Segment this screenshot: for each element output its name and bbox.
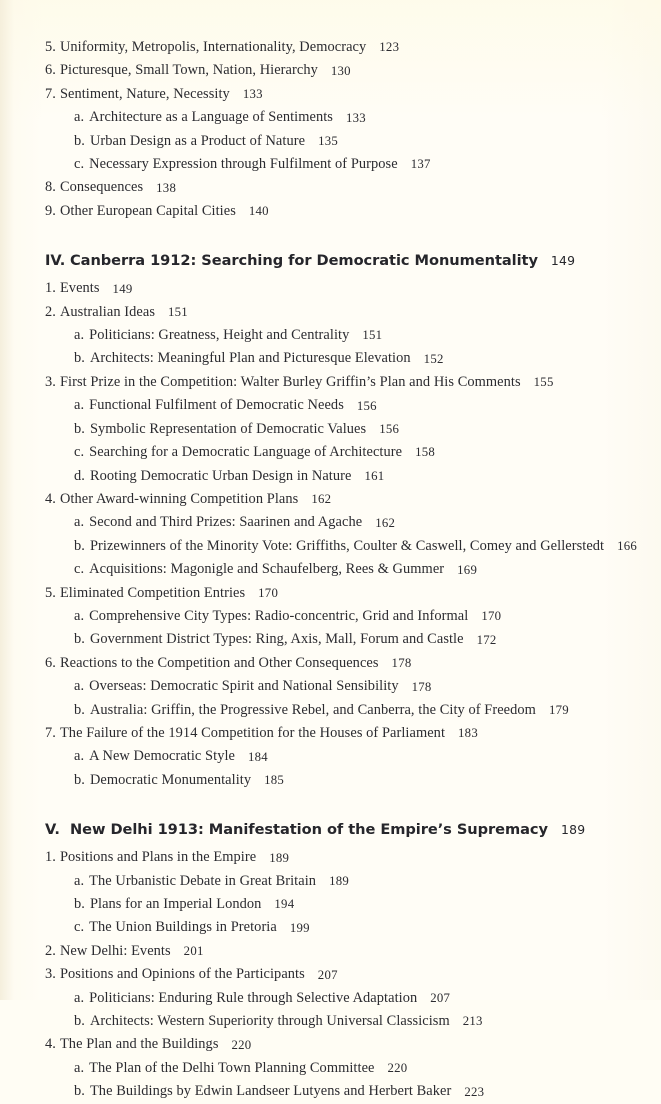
entry-title: Sentiment, Nature, Necessity [59, 85, 230, 102]
entry-number: a. [74, 607, 85, 624]
entry-title: Uniformity, Metropolis, Internationality, Democracy [59, 39, 367, 55]
toc-entry[interactable] [45, 176, 643, 199]
entry-number: 1. [45, 280, 56, 297]
toc-entry[interactable] [45, 628, 643, 651]
entry-page-number: 137 [410, 157, 431, 172]
entry-title: A New Democratic Style [89, 748, 235, 765]
entry-page-number: 140 [248, 204, 269, 219]
entry-number: a. [74, 109, 85, 126]
entry-page-number: 133 [242, 87, 263, 102]
toc-entry[interactable] [45, 347, 643, 370]
section-spacer [45, 223, 643, 249]
toc-entry[interactable] [45, 441, 643, 464]
entry-title: Reactions to the Competition and Other Consequences [59, 654, 379, 671]
entry-title: Necessary Expression through Fulfilment of Purpose [89, 156, 398, 173]
toc-entry[interactable] [45, 277, 643, 300]
entry-page-number: 151 [362, 328, 383, 343]
entry-number: 3. [45, 966, 56, 983]
entry-page-number: 162 [311, 492, 332, 507]
entry-number: 8. [45, 179, 56, 196]
entry-number: 2. [45, 303, 56, 320]
toc-entry[interactable] [45, 722, 643, 745]
entry-number: a. [74, 872, 85, 889]
entry-page-number: 223 [464, 1084, 485, 1099]
toc-entry[interactable] [45, 558, 643, 581]
toc-entry[interactable] [45, 699, 643, 722]
chapter-page-number: 149 [550, 253, 576, 269]
entry-number: d. [74, 467, 85, 484]
entry-number: b. [74, 771, 85, 788]
entry-page-number: 170 [258, 585, 279, 600]
toc-entry[interactable] [45, 1057, 643, 1080]
entry-number: 1. [45, 849, 56, 866]
entry-page-number: 170 [481, 609, 502, 624]
entry-title: Democratic Monumentality [89, 771, 252, 788]
entry-title: The Buildings by Edwin Landseer Lutyens and Herbert Baker [89, 1083, 452, 1100]
entry-number: 5. [45, 39, 56, 55]
entry-title: Architects: Meaningful Plan and Picturesque Elevation [89, 350, 411, 367]
entry-page-number: 178 [391, 656, 412, 671]
toc-entry[interactable] [45, 769, 643, 792]
entry-number: c. [74, 561, 85, 578]
entry-title: Comprehensive City Types: Radio-concentric, Grid and Informal [89, 607, 469, 624]
entry-title: Other European Capital Cities [59, 202, 236, 219]
entry-number: c. [74, 444, 85, 461]
entry-title: Positions and Plans in the Empire [59, 849, 257, 866]
entry-page-number: 194 [274, 897, 295, 912]
entry-page-number: 135 [318, 134, 339, 149]
entry-page-number: 189 [329, 873, 350, 888]
toc-entry[interactable] [45, 106, 643, 129]
toc-entry[interactable] [45, 465, 643, 488]
toc-entry[interactable] [45, 987, 643, 1010]
entry-number: b. [74, 1083, 85, 1100]
entry-title: Politicians: Greatness, Height and Centrality [89, 327, 350, 344]
entry-number: c. [74, 919, 85, 936]
toc-entry[interactable] [45, 846, 643, 869]
entry-number: 6. [45, 654, 56, 671]
entry-title: Prizewinners of the Minority Vote: Griffiths, Coulter & Caswell, Comey and Gellerstedt [89, 537, 605, 554]
entry-title: Australia: Griffin, the Progressive Rebel, and Canberra, the City of Freedom [89, 701, 536, 718]
toc-entry[interactable] [45, 582, 643, 605]
toc-entry[interactable] [45, 963, 643, 986]
entry-number: b. [74, 350, 85, 367]
toc-entry[interactable] [45, 36, 643, 59]
entry-title: First Prize in the Competition: Walter Burley Griffin’s Plan and His Comments [59, 373, 521, 390]
entry-page-number: 183 [458, 726, 478, 741]
toc-entry[interactable] [45, 745, 643, 768]
entry-page-number: 199 [289, 920, 310, 935]
entry-title: Architecture as a Language of Sentiments [89, 109, 333, 126]
toc-entry[interactable] [45, 153, 643, 176]
entry-number: 6. [45, 62, 56, 79]
entry-number: 4. [45, 1036, 56, 1053]
entry-page-number: 151 [168, 305, 188, 320]
entry-title: Government District Types: Ring, Axis, Mall, Forum and Castle [89, 631, 464, 648]
entry-title: Searching for a Democratic Language of Architecture [89, 444, 403, 461]
entry-number: 4. [45, 490, 56, 507]
entry-page-number: 123 [379, 40, 400, 55]
toc-entry[interactable] [45, 916, 643, 939]
entry-page-number: 207 [317, 967, 338, 982]
chapter-number: V. [45, 821, 60, 839]
entry-page-number: 172 [476, 632, 497, 647]
entry-number: a. [74, 678, 85, 695]
toc-entry[interactable] [45, 1033, 643, 1056]
entry-title: Australian Ideas [59, 303, 155, 320]
toc-chapter-heading[interactable] [45, 818, 643, 841]
entry-number: 7. [45, 85, 56, 102]
entry-number: a. [74, 748, 85, 765]
toc-entry[interactable] [45, 652, 643, 675]
entry-number: b. [74, 896, 85, 912]
toc-entry[interactable] [45, 1010, 643, 1033]
entry-number: 5. [45, 584, 56, 601]
entry-number: b. [74, 420, 85, 437]
entry-title: Politicians: Enduring Rule through Selective Adaptation [89, 989, 418, 1006]
entry-page-number: 189 [269, 850, 290, 865]
entry-page-number: 138 [156, 180, 177, 195]
entry-page-number: 155 [533, 375, 554, 390]
toc-entry[interactable] [45, 394, 643, 417]
entry-title: Functional Fulfilment of Democratic Needs [89, 397, 344, 414]
toc-entry[interactable] [45, 324, 643, 347]
entry-title: Architects: Western Superiority through Universal Classicism [89, 1013, 450, 1030]
entry-title: The Urbanistic Debate in Great Britain [89, 872, 317, 889]
toc-entry[interactable] [45, 675, 643, 698]
toc-entry[interactable] [45, 1080, 643, 1103]
toc-entry[interactable] [45, 83, 643, 106]
entry-title: Eliminated Competition Entries [59, 584, 246, 601]
entry-page-number: 179 [548, 702, 569, 717]
entry-page-number: 152 [423, 351, 444, 366]
entry-title: The Plan and the Buildings [59, 1036, 219, 1053]
entry-number: c. [74, 156, 85, 173]
entry-title: Symbolic Representation of Democratic Values [89, 420, 367, 437]
entry-title: Second and Third Prizes: Saarinen and Agache [89, 514, 363, 531]
entry-number: b. [74, 132, 85, 149]
entry-number: 7. [45, 724, 56, 741]
entry-page-number: 213 [462, 1014, 483, 1029]
entry-title: The Plan of the Delhi Town Planning Committee [89, 1059, 375, 1076]
entry-page-number: 185 [264, 773, 285, 788]
chapter-title: Canberra 1912: Searching for Democratic Monumentality [70, 252, 538, 270]
entry-number: a. [74, 514, 85, 531]
entry-page-number: 133 [345, 110, 366, 125]
entry-page-number: 156 [356, 398, 377, 413]
entry-number: a. [74, 989, 85, 1006]
entry-number: b. [74, 701, 85, 718]
toc-entry[interactable] [45, 371, 643, 394]
toc-entry[interactable] [45, 418, 643, 441]
entry-title: The Union Buildings in Pretoria [89, 919, 277, 936]
toc-chapter-heading[interactable] [45, 249, 643, 272]
section-spacer [45, 792, 643, 818]
entry-number: a. [74, 327, 85, 344]
toc-entry[interactable] [45, 940, 643, 963]
toc-entry[interactable] [45, 200, 643, 223]
entry-page-number: 149 [112, 281, 133, 296]
entry-page-number: 184 [248, 749, 268, 764]
entry-title: Positions and Opinions of the Participants [59, 966, 305, 983]
entry-title: Picturesque, Small Town, Nation, Hierarchy [59, 62, 318, 79]
entry-title: Consequences [59, 179, 144, 196]
entry-page-number: 220 [231, 1037, 252, 1052]
entry-title: New Delhi: Events [59, 942, 171, 959]
toc-entry[interactable] [45, 511, 643, 534]
entry-title: Urban Design as a Product of Nature [89, 132, 306, 149]
toc-entry[interactable] [45, 301, 643, 324]
entry-page-number: 220 [387, 1061, 408, 1076]
toc-entry[interactable] [45, 893, 643, 916]
entry-title: Overseas: Democratic Spirit and National Sensibility [89, 678, 399, 695]
entry-number: 9. [45, 202, 56, 219]
entry-title: Acquisitions: Magonigle and Schaufelberg, Rees & Gummer [89, 561, 445, 578]
entry-page-number: 161 [364, 468, 385, 483]
entry-page-number: 130 [330, 63, 351, 78]
entry-page-number: 207 [430, 991, 451, 1006]
toc-entry[interactable] [45, 130, 643, 153]
entry-number: b. [74, 537, 85, 554]
entry-page-number: 162 [375, 515, 396, 530]
entry-title: The Failure of the 1914 Competition for the Houses of Parliament [59, 724, 446, 741]
entry-page-number: 201 [183, 944, 204, 959]
chapter-number: IV. [45, 252, 66, 270]
entry-page-number: 166 [617, 539, 638, 554]
chapter-page-number: 189 [560, 822, 586, 838]
entry-number: 3. [45, 373, 56, 390]
entry-page-number: 158 [415, 445, 436, 460]
toc-entry[interactable] [45, 870, 643, 893]
entry-number: 2. [45, 942, 56, 959]
toc-entry[interactable] [45, 488, 643, 511]
entry-page-number: 178 [411, 679, 432, 694]
entry-title: Plans for an Imperial London [89, 896, 262, 912]
toc-entry[interactable] [45, 59, 643, 82]
entry-number: b. [74, 631, 85, 648]
entry-number: b. [74, 1013, 85, 1030]
entry-title: Events [59, 280, 100, 297]
toc-entry[interactable] [45, 535, 643, 558]
entry-title: Rooting Democratic Urban Design in Nature [89, 467, 352, 484]
entry-page-number: 169 [457, 562, 478, 577]
entry-page-number: 156 [379, 422, 400, 437]
entry-title: Other Award-winning Competition Plans [59, 490, 299, 507]
chapter-title: New Delhi 1913: Manifestation of the Empire’s Supremacy [70, 821, 548, 839]
entry-number: a. [74, 397, 85, 414]
entry-number: a. [74, 1059, 85, 1076]
toc-entry[interactable] [45, 605, 643, 628]
